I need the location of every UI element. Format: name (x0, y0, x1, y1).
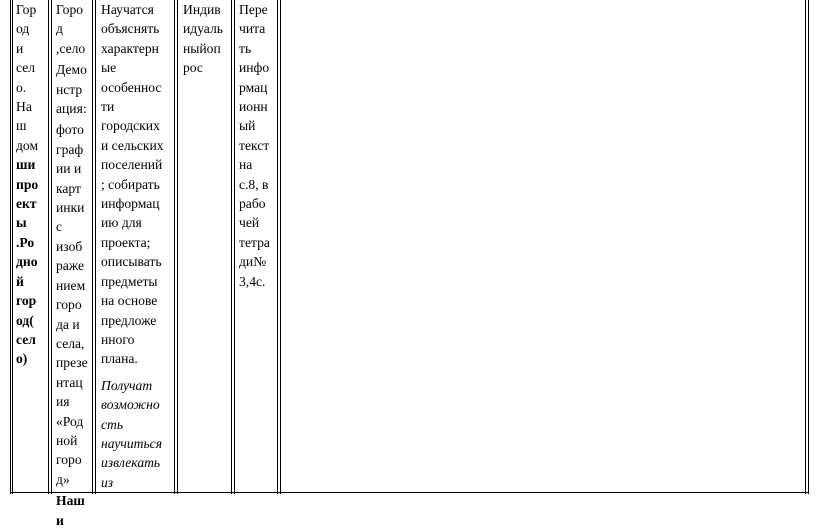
column-divider-2b (95, 0, 96, 494)
cell-learning-outcomes (101, 0, 174, 492)
column-divider-5b (280, 0, 281, 494)
column-divider-4b (234, 0, 235, 494)
cell-lesson-topic (16, 0, 48, 369)
column-divider-1 (48, 0, 49, 494)
cell-homework (239, 0, 277, 291)
lesson-topic-text: Гор од и сел о. На ш дом ши про ект ы .Ро дно й гор од( сел о) (16, 2, 39, 367)
outcomes-text: Научатся объяснять характерн ые особеннос ти городских и сельских поселений ; собирать информац ию для проекта; описывать предметы на основе предложе нного плана. (101, 2, 164, 367)
column-divider-3b (177, 0, 178, 494)
column-divider-6 (805, 0, 806, 494)
column-divider-2 (92, 0, 93, 494)
table-border-left-inner (12, 0, 13, 494)
table-border-left (10, 0, 11, 494)
materials-text-2: Демо нстр ация: (56, 62, 87, 117)
column-divider-1b (51, 0, 52, 494)
column-divider-5 (277, 0, 278, 494)
homework-text: Пере чита ть инфо рмац ионн ый текст на с.8, в рабо чей тетра ди№ 3,4с. (239, 2, 270, 289)
cell-assessment (183, 0, 231, 78)
outcomes-italic-text: Получат возможно сть научиться извлекать из (101, 377, 163, 490)
cell-empty (284, 0, 804, 490)
table-border-right (808, 0, 809, 494)
assessment-text: Индив идуаль ныйоп рос (183, 2, 223, 76)
materials-text-4: Наш и (56, 493, 85, 528)
column-divider-4 (231, 0, 232, 494)
materials-text-3: фото граф ии и карт инки с изоб раже нием горо да и села, презе нтац ия «Род ной горо д» (56, 122, 88, 487)
materials-text-1: Горо д ,село (56, 2, 86, 56)
column-divider-3 (174, 0, 175, 494)
cell-materials (56, 0, 92, 530)
